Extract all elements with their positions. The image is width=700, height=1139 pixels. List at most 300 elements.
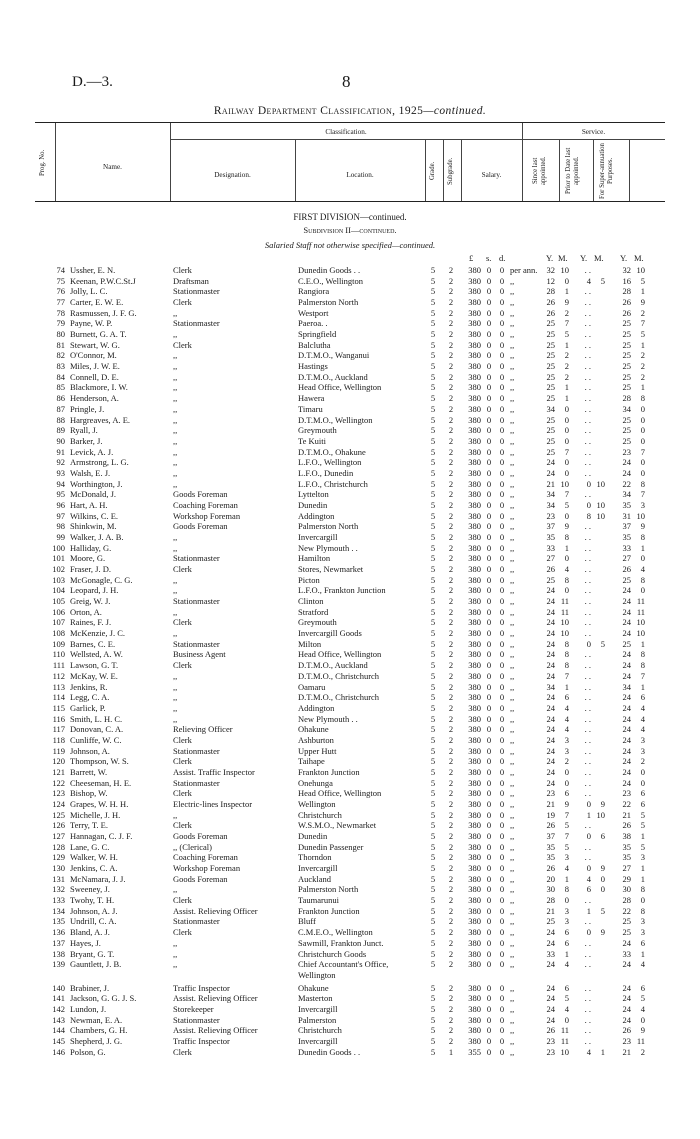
salary-period: ,, [510, 371, 515, 382]
salary-pounds: 380 [468, 350, 481, 361]
salary-pence: 0 [499, 435, 505, 446]
staff-name: Lawson, G. T. [70, 660, 119, 671]
salary-period: ,, [510, 937, 515, 948]
since-years: 24 [546, 724, 555, 735]
grade: 5 [430, 382, 436, 393]
salary-period: ,, [510, 670, 515, 681]
location: Clinton [298, 596, 324, 607]
salary-shillings: 0 [486, 638, 492, 649]
salary-pounds: 380 [468, 446, 481, 457]
since-years: 24 [546, 927, 555, 938]
location: Onehunga [298, 777, 333, 788]
salary-shillings: 0 [486, 948, 492, 959]
salary-period: ,, [510, 895, 515, 906]
grade: 5 [430, 852, 436, 863]
prior-years: . . [584, 425, 591, 436]
staff-name: Fraser, J. D. [70, 564, 111, 575]
prog-no: 108 [52, 628, 65, 639]
since-years: 26 [546, 820, 555, 831]
prior-years: . . [584, 948, 591, 959]
since-years: 24 [546, 702, 555, 713]
since-months: 4 [564, 713, 569, 724]
staff-name: Lane, G. C. [70, 841, 110, 852]
super-years: 24 [622, 617, 631, 628]
since-months: 9 [564, 521, 569, 532]
staff-name: Walker, J. A. B. [70, 532, 124, 542]
prog-no: 136 [52, 927, 65, 938]
salary-pence: 0 [499, 756, 505, 767]
salary-pounds: 380 [468, 606, 481, 617]
salary-shillings: 0 [486, 649, 492, 660]
salary-shillings: 0 [486, 788, 492, 799]
super-years: 24 [622, 982, 631, 993]
super-years: 24 [622, 692, 631, 703]
super-months: 1 [640, 286, 645, 297]
designation: ,, [173, 959, 178, 970]
designation: Clerk [173, 734, 192, 745]
salary-period: ,, [510, 414, 515, 425]
staff-name: Connell, D. E. [70, 371, 119, 382]
super-months: 7 [640, 489, 645, 500]
super-years: 24 [622, 585, 631, 596]
super-years: 25 [622, 414, 631, 425]
salary-shillings: 0 [486, 425, 492, 436]
page-title [0, 105, 700, 117]
since-years: 24 [546, 467, 555, 478]
super-years: 25 [622, 350, 631, 361]
super-years: 25 [622, 329, 631, 340]
header-salary: Salary. [481, 171, 502, 179]
grade: 5 [430, 339, 436, 350]
grade: 5 [430, 734, 436, 745]
staff-name: Jenkins, R. [70, 681, 108, 692]
since-months: 2 [564, 756, 569, 767]
salary-shillings: 0 [486, 1035, 492, 1046]
since-years: 26 [546, 307, 555, 318]
salary-period: ,, [510, 841, 515, 852]
super-years: 25 [622, 574, 631, 585]
super-years: 25 [622, 927, 631, 938]
prog-no: 123 [52, 788, 65, 799]
table-row [0, 842, 700, 852]
prior-years: . . [584, 993, 591, 1004]
super-years: 25 [622, 371, 631, 382]
table-row [0, 895, 700, 905]
designation: ,, [173, 702, 178, 713]
super-months: 0 [640, 766, 645, 777]
subgrade: 2 [448, 553, 454, 564]
super-months: 9 [640, 297, 645, 308]
location: Palmerston North [298, 884, 359, 895]
designation: Traffic Inspector [173, 982, 230, 993]
prog-no: 120 [52, 756, 65, 767]
super-months: 0 [640, 1014, 645, 1025]
designation: Clerk [173, 617, 192, 628]
salary-pounds: 380 [468, 564, 481, 575]
subgrade: 2 [448, 734, 454, 745]
prog-no: 91 [56, 446, 65, 457]
super-months: 3 [640, 852, 645, 863]
table-row [0, 1004, 700, 1014]
salary-pence: 0 [499, 905, 505, 916]
prior-years: . . [584, 585, 591, 596]
grade: 5 [430, 628, 436, 639]
location: Palmerston [298, 1014, 337, 1025]
location: Christchurch [298, 809, 342, 820]
salary-period: ,, [510, 297, 515, 308]
salary-shillings: 0 [486, 564, 492, 575]
since-months: 7 [564, 489, 569, 500]
super-years: 24 [622, 596, 631, 607]
table-row [0, 393, 700, 403]
since-months: 1 [564, 286, 569, 297]
prior-years: . . [584, 959, 591, 970]
location: C.E.O., Wellington [298, 275, 364, 286]
designation: ,, [173, 393, 178, 404]
staff-name: Garlick, P. [70, 702, 106, 713]
staff-name: Undrill, C. A. [70, 916, 117, 927]
grade: 5 [430, 982, 436, 993]
subgrade: 2 [448, 286, 454, 297]
designation: Draftsman [173, 275, 209, 286]
table-row [0, 521, 700, 531]
salary-shillings: 0 [486, 809, 492, 820]
prog-no: 127 [52, 831, 65, 842]
subgrade: 2 [448, 713, 454, 724]
super-years: 24 [622, 959, 631, 970]
super-months: 5 [640, 993, 645, 1004]
prior-years: . . [584, 435, 591, 446]
staff-name: Walsh, E. J. [70, 467, 111, 478]
table-row [0, 447, 700, 457]
subgrade: 2 [448, 435, 454, 446]
table-row [0, 489, 700, 499]
subgrade: 2 [448, 863, 454, 874]
subgrade: 2 [448, 638, 454, 649]
grade: 5 [430, 863, 436, 874]
prior-years: . . [584, 361, 591, 372]
grade: 5 [430, 393, 436, 404]
header-grade: Grade. [429, 161, 436, 181]
super-months: 2 [640, 350, 645, 361]
staff-name: McDonald, J. [70, 489, 117, 500]
grade: 5 [430, 745, 436, 756]
super-months: 3 [640, 916, 645, 927]
since-months: 3 [564, 852, 569, 863]
grade: 5 [430, 275, 436, 286]
prior-years: . . [584, 713, 591, 724]
salary-pounds: 355 [468, 1046, 481, 1057]
prog-no: 131 [52, 873, 65, 884]
super-years: 24 [622, 660, 631, 671]
salary-shillings: 0 [486, 478, 492, 489]
unit-y3: Y. [620, 253, 628, 263]
table-row [0, 297, 700, 307]
since-years: 25 [546, 574, 555, 585]
designation: ,, [173, 809, 178, 820]
super-months: 1 [640, 542, 645, 553]
since-months: 7 [564, 318, 569, 329]
since-years: 26 [546, 297, 555, 308]
salary-shillings: 0 [486, 959, 492, 970]
salary-shillings: 0 [486, 339, 492, 350]
since-months: 8 [564, 660, 569, 671]
prior-years: . . [584, 297, 591, 308]
prior-years: . . [584, 393, 591, 404]
salary-period: ,, [510, 510, 515, 521]
designation: Goods Foreman [173, 521, 228, 532]
salary-pounds: 380 [468, 457, 481, 468]
salary-shillings: 0 [486, 318, 492, 329]
prog-no: 75 [56, 275, 65, 286]
grade: 5 [430, 638, 436, 649]
salary-pounds: 380 [468, 339, 481, 350]
location: Greymouth [298, 617, 337, 628]
salary-shillings: 0 [486, 993, 492, 1004]
prior-years: . . [584, 734, 591, 745]
table-row [0, 788, 700, 798]
prior-years: . . [584, 521, 591, 532]
super-years: 26 [622, 307, 631, 318]
since-years: 24 [546, 649, 555, 660]
salary-period: ,, [510, 425, 515, 436]
table-row [0, 286, 700, 296]
since-years: 25 [546, 371, 555, 382]
location: Hamilton [298, 553, 331, 564]
since-years: 34 [546, 489, 555, 500]
super-months: 2 [640, 361, 645, 372]
since-months: 0 [564, 777, 569, 788]
designation: Clerk [173, 297, 192, 308]
designation: Clerk [173, 927, 192, 938]
prog-no: 130 [52, 863, 65, 874]
since-years: 34 [546, 403, 555, 414]
location: Stratford [298, 606, 329, 617]
staff-name: Johnson, A. [70, 745, 110, 756]
since-years: 26 [546, 1025, 555, 1036]
super-years: 24 [622, 734, 631, 745]
subgrade: 2 [448, 777, 454, 788]
location: Palmerston North [298, 521, 359, 532]
staff-name: Barrett, W. [70, 766, 108, 777]
prog-no: 90 [56, 435, 65, 446]
salary-period: ,, [510, 1014, 515, 1025]
salary-shillings: 0 [486, 895, 492, 906]
super-months: 9 [640, 521, 645, 532]
subgrade: 2 [448, 788, 454, 799]
salary-period: ,, [510, 478, 515, 489]
staff-name: Worthington, J. [70, 478, 123, 489]
since-years: 26 [546, 863, 555, 874]
staff-name: Sweeney, J. [70, 884, 110, 895]
grade: 5 [430, 1003, 436, 1014]
prog-no: 89 [56, 425, 65, 436]
salary-pence: 0 [499, 681, 505, 692]
grade: 5 [430, 350, 436, 361]
designation: ,, [173, 670, 178, 681]
super-months: 1 [640, 873, 645, 884]
table-row [0, 617, 700, 627]
super-years: 31 [622, 510, 631, 521]
header-service: Service. [581, 128, 606, 136]
location: Head Office, Wellington [298, 649, 382, 660]
grade: 5 [430, 1046, 436, 1057]
header-since-last: Since last appointed. [532, 156, 547, 186]
salary-shillings: 0 [486, 350, 492, 361]
location: Head Office, Wellington [298, 788, 382, 799]
super-months: 0 [640, 414, 645, 425]
grade: 5 [430, 692, 436, 703]
salary-period: ,, [510, 982, 515, 993]
salary-pounds: 380 [468, 831, 481, 842]
super-years: 35 [622, 841, 631, 852]
prog-no: 126 [52, 820, 65, 831]
super-years: 24 [622, 606, 631, 617]
prior-months: 9 [600, 799, 605, 809]
grade: 5 [430, 873, 436, 884]
since-years: 24 [546, 745, 555, 756]
staff-name: McKay, W. E. [70, 670, 118, 681]
salary-pence: 0 [499, 329, 505, 340]
location: Palmerston North [298, 297, 359, 308]
prog-no: 109 [52, 638, 65, 649]
super-months: 10 [636, 628, 645, 639]
salary-period: ,, [510, 788, 515, 799]
super-years: 24 [622, 649, 631, 660]
salary-pence: 0 [499, 350, 505, 361]
since-years: 37 [546, 521, 555, 532]
prog-no: 137 [52, 937, 65, 948]
salary-pounds: 380 [468, 585, 481, 596]
staff-name: McGonagle, C. G. [70, 574, 133, 585]
super-years: 26 [622, 1025, 631, 1036]
location: D.T.M.O., Auckland [298, 660, 368, 671]
grade: 5 [430, 766, 436, 777]
salary-pounds: 380 [468, 286, 481, 297]
salary-pence: 0 [499, 713, 505, 724]
designation: ,, [173, 435, 178, 446]
salary-period: ,, [510, 275, 515, 286]
prior-years: . . [584, 542, 591, 553]
salary-period: ,, [510, 916, 515, 927]
table-row [0, 329, 700, 339]
subgrade: 2 [448, 873, 454, 884]
prog-no: 145 [52, 1035, 65, 1046]
designation: Clerk [173, 564, 192, 575]
salary-shillings: 0 [486, 734, 492, 745]
salary-shillings: 0 [486, 873, 492, 884]
header-classification: Classification. [325, 128, 367, 136]
salary-period: ,, [510, 713, 515, 724]
location: Thorndon [298, 852, 332, 863]
salary-pence: 0 [499, 510, 505, 521]
salary-period: ,, [510, 393, 515, 404]
location: L.F.O., Christchurch [298, 478, 368, 489]
staff-name: Payne, W. P. [70, 318, 113, 329]
since-years: 34 [546, 681, 555, 692]
salary-pounds: 380 [468, 553, 481, 564]
since-months: 1 [564, 681, 569, 692]
salary-shillings: 0 [486, 553, 492, 564]
header-prog-no: Prog. No. [39, 149, 46, 177]
prior-years: . . [584, 329, 591, 340]
salary-period: ,, [510, 446, 515, 457]
salary-pounds: 380 [468, 649, 481, 660]
salary-period: ,, [510, 350, 515, 361]
subgrade: 2 [448, 350, 454, 361]
salary-pence: 0 [499, 692, 505, 703]
since-months: 3 [564, 745, 569, 756]
designation: Goods Foreman [173, 489, 228, 500]
designation: ,, [173, 681, 178, 692]
salary-shillings: 0 [486, 777, 492, 788]
salary-pounds: 380 [468, 574, 481, 585]
salary-period: ,, [510, 596, 515, 607]
salary-pence: 0 [499, 884, 505, 895]
super-months: 2 [640, 756, 645, 767]
salary-shillings: 0 [486, 574, 492, 585]
salary-pence: 0 [499, 982, 505, 993]
table-row [0, 553, 700, 563]
super-months: 4 [640, 713, 645, 724]
grade: 5 [430, 499, 436, 510]
salary-pence: 0 [499, 339, 505, 350]
super-years: 24 [622, 702, 631, 713]
subgrade: 2 [448, 542, 454, 553]
staff-name: Stewart, W. G. [70, 339, 120, 350]
salary-pence: 0 [499, 927, 505, 938]
super-years: 30 [622, 884, 631, 895]
since-years: 24 [546, 660, 555, 671]
super-years: 24 [622, 777, 631, 788]
super-months: 6 [640, 937, 645, 948]
location: Dunedin Passenger [298, 841, 364, 852]
salary-shillings: 0 [486, 329, 492, 340]
salary-period: ,, [510, 948, 515, 959]
salary-pounds: 380 [468, 948, 481, 959]
salary-shillings: 0 [486, 745, 492, 756]
staff-name: Ryall, J. [70, 425, 98, 436]
subgrade: 2 [448, 329, 454, 340]
salary-pence: 0 [499, 788, 505, 799]
table-row [0, 308, 700, 318]
table-row [0, 938, 700, 948]
prior-years: . . [584, 318, 591, 329]
prior-years: . . [584, 489, 591, 500]
prior-years: . . [584, 852, 591, 863]
super-months: 5 [640, 329, 645, 340]
since-months: 8 [564, 649, 569, 660]
salary-pounds: 380 [468, 863, 481, 874]
designation: Coaching Foreman [173, 852, 238, 863]
since-years: 25 [546, 339, 555, 350]
super-years: 25 [622, 318, 631, 329]
super-years: 25 [622, 361, 631, 372]
prior-months: 10 [596, 510, 605, 521]
designation: ,, [173, 457, 178, 468]
super-months: 1 [640, 948, 645, 959]
super-years: 24 [622, 756, 631, 767]
prior-months: 1 [600, 1046, 605, 1057]
prior-years: 4 [586, 873, 591, 884]
prog-no: 93 [56, 467, 65, 478]
super-months: 1 [640, 681, 645, 692]
prog-no: 122 [52, 777, 65, 788]
staff-name: Jolly, L. C. [70, 286, 108, 297]
staff-name: Legg, C. A. [70, 692, 110, 703]
designation: Stationmaster [173, 318, 220, 329]
grade: 5 [430, 713, 436, 724]
